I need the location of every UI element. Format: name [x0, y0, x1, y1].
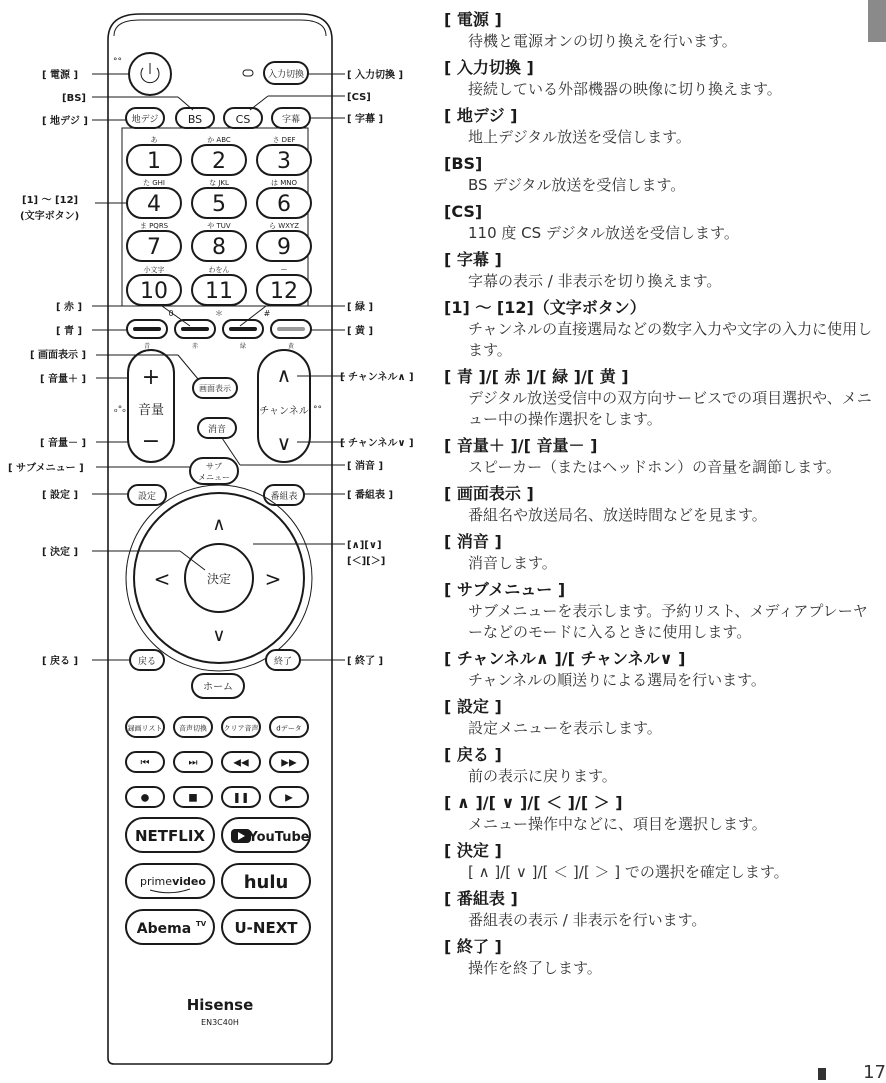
desc-text: [ ∧ ]/[ ∨ ]/[ ＜ ]/[ ＞ ] での選択を確定します。 — [468, 863, 789, 881]
desc-heading: [ 番組表 ] — [444, 889, 518, 908]
desc-text: 操作を終了します。 — [468, 959, 602, 977]
desc-heading: [BS] — [444, 154, 483, 173]
callout-chup: [ チャンネル∧ ] — [340, 372, 414, 383]
desc-text: サブメニューを表示します。予約リスト、メディアプレーヤーなどのモードに入るときに使用します。 — [468, 602, 868, 641]
channel-dots-icon: °° — [313, 405, 322, 415]
desc-heading: [1] ～ [12]（文字ボタン） — [444, 298, 646, 317]
number-sub-label: ま PQRS — [139, 222, 169, 230]
number-sub-label: さ DEF — [272, 136, 296, 144]
mute-label: 消音 — [207, 425, 227, 435]
chideji-label: 地デジ — [131, 115, 159, 125]
color-sub-label: 赤 — [191, 343, 199, 350]
row1-icon: 音声切換 — [179, 724, 207, 733]
bs-label: BS — [187, 113, 203, 126]
color-mark-label: ＊ — [215, 309, 223, 318]
desc-heading: [ 終了 ] — [444, 937, 502, 956]
number-sub-label: ー — [280, 266, 288, 274]
number-sub-label: あ — [150, 136, 158, 144]
abema-tv-label: TV — [196, 920, 207, 928]
settings-label: 設定 — [137, 492, 157, 502]
row2-icon: ⏮ — [140, 757, 150, 769]
model-number: EN3C40H — [201, 1018, 239, 1027]
callout-arrows-2: [＜][＞] — [347, 556, 386, 567]
number-label: 2 — [212, 149, 226, 174]
number-label: 3 — [277, 149, 291, 174]
callout-numbers: [1] ～ [12] — [22, 195, 79, 206]
channel-label: チャンネル — [259, 406, 309, 417]
number-label: 7 — [147, 235, 161, 260]
desc-heading: [ 消音 ] — [444, 532, 502, 551]
desc-text: 前の表示に戻ります。 — [468, 767, 617, 785]
row3-icon: ● — [140, 792, 150, 804]
desc-text: チャンネルの順送りによる選局を行います。 — [468, 671, 766, 689]
number-label: 11 — [205, 279, 233, 304]
number-sub-label: 小文字 — [143, 266, 165, 274]
number-sub-label: か ABC — [207, 136, 231, 144]
callout-exit: [ 終了 ] — [347, 656, 384, 667]
desc-heading: [ サブメニュー ] — [444, 580, 566, 599]
callout-power: [ 電源 ] — [42, 70, 79, 81]
channel-down-icon: ∨ — [276, 431, 292, 455]
color-sub-label: 黄 — [287, 343, 295, 350]
submenu-label-2: メニュー — [198, 473, 230, 482]
description-list — [444, 6, 874, 983]
desc-heading: [ チャンネル∧ ]/[ チャンネル∨ ] — [444, 649, 686, 668]
callout-input: [ 入力切換 ] — [347, 70, 404, 81]
callout-back: [ 戻る ] — [42, 656, 79, 667]
home-label: ホーム — [203, 682, 233, 693]
enter-label: 決定 — [206, 572, 232, 586]
number-label: 12 — [270, 279, 298, 304]
number-label: 9 — [277, 235, 291, 260]
number-sub-label: た GHI — [143, 179, 165, 187]
back-label: 戻る — [137, 657, 157, 667]
number-label: 8 — [212, 235, 226, 260]
hulu-label: hulu — [243, 872, 289, 893]
row2-icon: ▶▶ — [281, 757, 297, 769]
number-sub-label: や TUV — [207, 222, 231, 230]
callout-yellow: [ 黄 ] — [347, 326, 374, 337]
left-arrow-icon[interactable]: < — [153, 567, 171, 591]
display-label: 画面表示 — [199, 384, 231, 393]
scrollbar[interactable] — [868, 0, 886, 42]
unext-label: U-NEXT — [234, 919, 298, 937]
desc-heading: [ ∧ ]/[ ∨ ]/[ ＜ ]/[ ＞ ] — [444, 793, 623, 812]
desc-heading: [CS] — [444, 202, 483, 221]
desc-text: BS デジタル放送を受信します。 — [468, 176, 686, 194]
desc-text: 消音します。 — [468, 554, 557, 572]
number-sub-label: わをん — [208, 266, 230, 274]
guide-label: 番組表 — [270, 492, 298, 502]
desc-text: 接続している外部機器の映像に切り換えます。 — [468, 80, 782, 98]
page-number: 17 — [863, 1062, 886, 1083]
row2-icon: ◀◀ — [233, 757, 249, 769]
remote-diagram — [0, 0, 440, 1080]
row1-icon: クリア音声 — [223, 724, 259, 733]
desc-text: 110 度 CS デジタル放送を受信します。 — [468, 224, 739, 242]
volume-up-icon: + — [141, 365, 161, 390]
callout-voldown: [ 音量－ ] — [40, 438, 87, 449]
desc-text: 字幕の表示 / 非表示を切り換えます。 — [468, 272, 722, 290]
desc-heading: [ 決定 ] — [444, 841, 502, 860]
color-sub-label: 青 — [143, 343, 151, 350]
page-marker — [818, 1068, 826, 1080]
desc-text: 設定メニューを表示します。 — [468, 719, 662, 737]
callout-guide: [ 番組表 ] — [347, 490, 394, 501]
desc-text: 番組表の表示 / 非表示を行います。 — [468, 911, 707, 929]
channel-up-icon: ∧ — [276, 363, 292, 387]
callout-red: [ 赤 ] — [56, 302, 83, 313]
volume-down-icon: − — [141, 429, 161, 454]
desc-heading: [ 音量＋ ]/[ 音量－ ] — [444, 436, 598, 455]
desc-text: 地上デジタル放送を受信します。 — [468, 128, 691, 146]
row3-icon: ■ — [188, 792, 198, 804]
number-label: 6 — [277, 192, 291, 217]
youtube-label: YouTube — [248, 830, 310, 845]
desc-text: 番組名や放送局名、放送時間などを見ます。 — [468, 506, 767, 524]
callout-subtitles: [ 字幕 ] — [347, 114, 384, 125]
desc-text: 待機と電源オンの切り換えを行います。 — [468, 32, 737, 50]
down-arrow-icon[interactable]: ∨ — [212, 625, 226, 646]
callout-numbers-sub: (文字ボタン) — [20, 211, 80, 222]
callout-display: [ 画面表示 ] — [30, 350, 87, 361]
cs-label: CS — [235, 113, 251, 126]
callout-arrows-1: [∧][∨] — [347, 540, 382, 551]
subtitle-label: 字幕 — [281, 115, 301, 125]
callout-blue: [ 青 ] — [56, 326, 83, 337]
callout-cs: [CS] — [347, 92, 371, 103]
desc-text: デジタル放送受信中の双方向サービスでの項目選択や、メニュー中の操作選択をします。 — [468, 389, 872, 428]
callout-bs: [BS] — [62, 93, 86, 104]
exit-label: 終了 — [273, 657, 293, 667]
row3-icon: ▶ — [285, 792, 293, 804]
up-arrow-icon[interactable]: ∧ — [212, 514, 226, 535]
input-switch-label: 入力切換 — [267, 70, 305, 80]
row1-icon: dデータ — [276, 724, 302, 733]
netflix-label: NETFLIX — [135, 827, 205, 845]
volume-label: 音量 — [137, 403, 165, 418]
desc-text: チャンネルの直接選局などの数字入力や文字の入力に使用します。 — [468, 320, 873, 359]
number-label: 10 — [140, 279, 168, 304]
color-mark-label: 0 — [168, 309, 174, 318]
row3-icon: ❚❚ — [232, 792, 250, 804]
submenu-label-1: サブ — [206, 462, 222, 471]
desc-heading: [ 字幕 ] — [444, 250, 502, 269]
desc-heading: [ 地デジ ] — [444, 106, 518, 125]
video-label: video — [172, 875, 206, 888]
row2-icon: ⏭ — [188, 757, 198, 769]
callout-volup: [ 音量＋ ] — [40, 374, 87, 385]
number-sub-label: は MNO — [270, 179, 298, 187]
number-label: 5 — [212, 192, 226, 217]
right-arrow-icon[interactable]: > — [264, 567, 282, 591]
number-sub-label: な JKL — [209, 179, 229, 187]
prime-label: prime — [139, 875, 173, 888]
callout-chdown: [ チャンネル∨ ] — [340, 438, 414, 449]
desc-text: スピーカー（またはヘッドホン）の音量を調節します。 — [468, 458, 841, 476]
desc-heading: [ 画面表示 ] — [444, 484, 534, 503]
desc-text: メニュー操作中などに、項目を選択します。 — [468, 815, 767, 833]
callout-settings: [ 設定 ] — [42, 490, 79, 501]
volume-dots-icon: ₒ°ₒ — [114, 405, 126, 415]
abema-label: Abema — [136, 921, 192, 937]
number-sub-label: ら WXYZ — [268, 222, 300, 230]
number-label: 4 — [147, 192, 161, 217]
callout-submenu: [ サブメニュー ] — [8, 463, 84, 474]
desc-heading: [ 設定 ] — [444, 697, 502, 716]
callout-green: [ 緑 ] — [347, 302, 374, 313]
callout-enter: [ 決定 ] — [42, 547, 79, 558]
desc-heading: [ 戻る ] — [444, 745, 502, 764]
color-sub-label: 緑 — [239, 343, 247, 350]
number-label: 1 — [147, 149, 161, 174]
brand-logo: Hisense — [186, 996, 254, 1014]
number-pad — [122, 128, 311, 306]
callout-chideji: [ 地デジ ] — [42, 116, 88, 127]
row1-icon: 録画リスト — [127, 724, 163, 733]
desc-heading: [ 電源 ] — [444, 10, 502, 29]
callout-mute: [ 消音 ] — [347, 461, 384, 472]
color-mark-label: # — [263, 309, 271, 318]
desc-heading: [ 入力切換 ] — [444, 58, 534, 77]
power-dots-icon: °° — [113, 57, 122, 67]
desc-heading: [ 青 ]/[ 赤 ]/[ 緑 ]/[ 黄 ] — [444, 367, 629, 386]
